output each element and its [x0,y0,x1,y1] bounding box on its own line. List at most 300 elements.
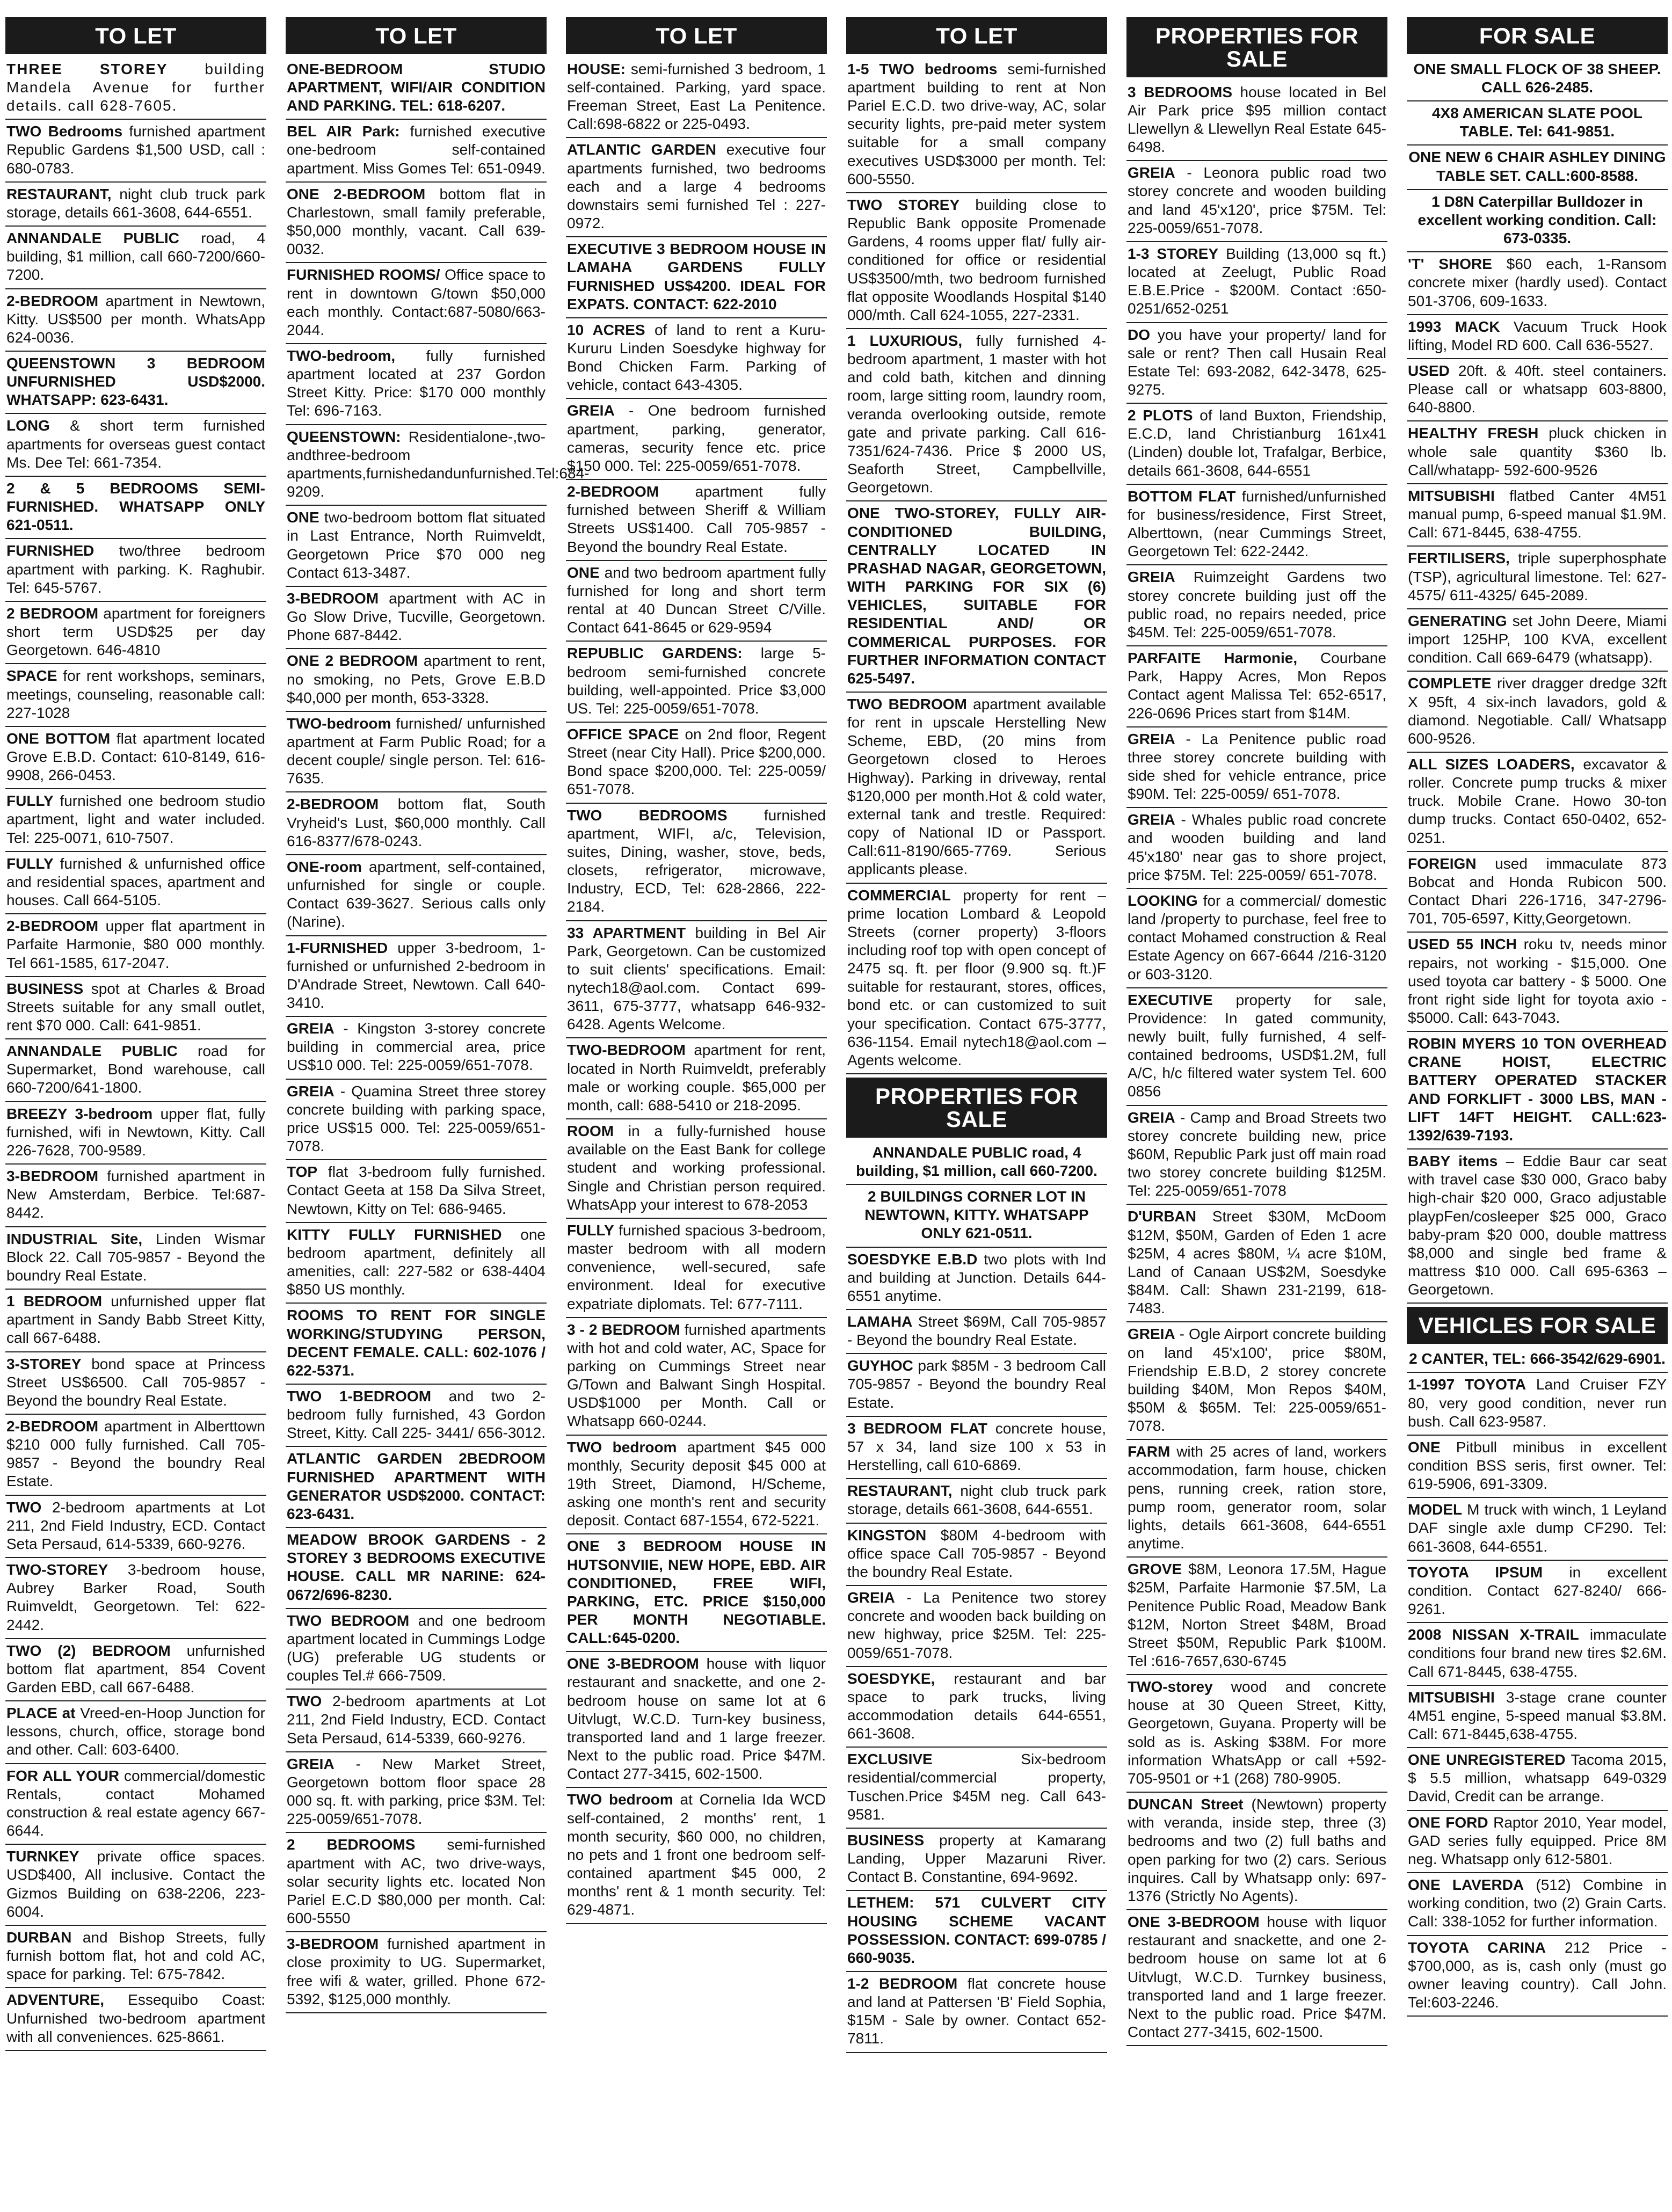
column-to-let-3 [566,17,827,2199]
classified-ad [5,1352,266,1415]
ad-body: property for sale, Providence: In gated community, newly built, fully furnished, 4 self-contained bedrooms, USD$1.2M, full A/C, h/c filtered water system Tel. 600 0856 [1128,991,1386,1100]
classified-ad [1407,1347,1668,1373]
ad-lead: GREIA [1128,569,1175,586]
ad-lead: ONE 2-BEDROOM [287,185,426,202]
ad-body: Street $30M, McDoom $12M, $50M, Garden of Eden 1 acre $25M, 4 acres $80M, ¼ acre $10M, Land of Canaan US$2M, Soesdyke $84M. Call: Shawn 231-2199, 618-7483. [1128,1208,1386,1317]
ad-body: immaculate conditions four brand new tires $2.6M. Call 671-8445, 638-4755. [1408,1626,1667,1680]
ad-body: large 5-bedroom semi-furnished concrete building, well-appointed. Price $3,000 US. Tel: 225-0059/651-7078. [567,645,826,717]
ad-body: - La Penitence public road three storey concrete building with side shed for vehicle entrance, price $90M. Tel: 225-0059/ 651-7078. [1128,730,1386,803]
classified-ad [5,852,266,914]
classified-ad [1407,852,1668,933]
ad-body: concrete house, 57 x 34, land size 100 x 53 in Herstelling, call 610-6869. [847,1420,1106,1474]
ad-lead: EXCLUSIVE [847,1751,933,1768]
classified-ad [1407,1373,1668,1435]
classified-ad [846,1891,1107,1972]
section-heading: TO LET [846,17,1107,54]
classified-ad [5,1639,266,1701]
ad-lead: 2 CANTER, TEL: 666-3542/629-6901. [1409,1350,1666,1367]
classified-ad [5,602,266,664]
classified-ad [1407,1436,1668,1498]
classified-ad [1407,1686,1668,1748]
ad-lead: 3 BEDROOM FLAT [847,1420,987,1437]
ad-lead: 1 LUXURIOUS, [847,332,963,350]
ad-body: house with liquor restaurant and snackette, and one 2-bedroom house on same lot at 6 Uitvlugt, W.C.D. Turnkey business, transported land and 1 large freezer. Next to the public road. Price $47M. Contact 277-3415, 602-1500. [1128,1913,1386,2040]
column-for-sale [1407,17,1668,2199]
ad-body: building Mandela Avenue for further details. call 628-7605. [6,60,265,114]
ad-lead: OFFICE SPACE [567,725,679,743]
ad-lead: FULLY [6,855,54,872]
ad-lead: TWO BEDROOM [287,1612,410,1629]
classified-ad [5,1926,266,1988]
ad-body: and one bedroom apartment located in Cummings Lodge (UG) preferable UG students or couples Tel.# 666-7509. [287,1612,546,1684]
ad-lead: INDUSTRIAL Site, [6,1230,143,1247]
ad-body: bottom flat in Charlestown, small family preferable, $50,000 monthly, vacant. Call 639-0032. [287,185,546,258]
classified-ad [1126,1910,1387,2046]
ad-body: Ruimzeight Gardens two storey concrete building just off the public road, no repairs needed, price $45M. Tel: 225-0059/651-7078. [1128,569,1386,641]
ad-lead: LAMAHA [847,1313,913,1330]
classified-ad [286,587,547,649]
ad-body: two plots with Ind and building at Junction. Details 644-6551 anytime. [847,1250,1106,1304]
column-to-let-4 [846,17,1107,2199]
classified-ad [1407,1873,1668,1936]
ad-body: upper 3-bedroom, 1-furnished or unfurnished 2-bedroom in D'Andrade Street, Newtown. Call 640-3410. [287,939,546,1012]
classified-ad [1407,359,1668,421]
classified-ad [5,57,266,120]
ad-lead: TWO-STOREY [6,1561,108,1578]
ad-body: for a commercial/ domestic land /property to purchase, feel free to contact Mohamed construction & Real Estate Agency on 667-6644 /216-3120 or 603-3120. [1128,892,1386,983]
ad-body: two-bedroom bottom flat situated in Last Entrance, North Ruimveldt, Georgetown Price $70 000 neg Contact 613-3487. [287,509,546,581]
classified-ad [846,501,1107,693]
ad-lead: TWO [6,1498,42,1516]
classified-ad [5,1165,266,1227]
ad-lead: ANNANDALE PUBLIC [6,1043,178,1060]
ad-lead: ONE TWO-STOREY, FULLY AIR-CONDITIONED BUILDING, CENTRALLY LOCATED IN PRASHAD NAGAR, GEORGETOWN, WITH PARKING FOR SIX (6) VEHICLES, SUITABLE FOR RESIDENTIAL AND/ OR COMMERICAL PURPOSES. FOR FURTHER INFORMATION CONTACT 625-5497. [847,505,1106,687]
classified-ad [5,289,266,352]
classified-ad [566,1534,827,1652]
ad-body: with 25 acres of land, workers accommodation, farm house, chicken pens, running creek, ration store, pump room, generator room, solar lights, details 661-3608, 644-6551 anytime. [1128,1443,1386,1552]
classified-ad [1126,565,1387,646]
ad-lead: 2 & 5 BEDROOMS SEMI-FURNISHED. WHATSAPP ONLY 621-0511. [6,479,265,534]
classified-ad [286,1080,547,1161]
ad-lead: 3-BEDROOM [287,590,379,607]
classified-ad [286,57,547,120]
ad-lead: D'URBAN [1128,1208,1196,1225]
classified-ad [1407,1561,1668,1623]
classified-ad [846,193,1107,329]
ad-body: roku tv, needs minor repairs, not working - $15,000. One used toyota car battery - $ 5000. One front right side light for toyota axio - $5000. Call: 643-7043. [1408,936,1667,1027]
classified-ad [1407,1811,1668,1873]
ad-lead: 2-BEDROOM [6,1417,99,1435]
section-heading: VEHICLES FOR SALE [1407,1307,1668,1344]
classified-ad [1126,242,1387,323]
ad-body: apartment for rent, located in North Ruimveldt, preferably male or working couple. $65,000 per month, call: 688-5410 or 218-2095. [567,1042,826,1114]
ad-lead: GENERATING [1408,612,1507,629]
ad-body: furnished apartment Republic Gardens $1,500 USD, call : 680-0783. [6,123,266,177]
ad-body: building in Bel Air Park, Georgetown. Can be customized to suit clients' specifications. Email: nytech18@aol.com. Contact 699-3611, 675-3777, whatsapp 646-932-6428. Agents Welcome. [567,924,826,1033]
ad-lead: 2-BEDROOM [6,918,99,935]
ad-body: apartment available for rent in upscale Herstelling New Scheme, EBD, (20 mins from Georgetown closed to Heroes Highway). Parking in driveway, rental $120,000 per month.Hot & cold water, external tank and trestle. Required: copy of National ID or Passport. Call:611-8190/665-7769. Serious applicants please. [847,695,1106,878]
ad-body: Street $69M, Call 705-9857 - Beyond the boundry Real Estate. [847,1313,1106,1349]
classified-ad [5,1988,266,2050]
classified-ad [566,1219,827,1318]
ad-body: semi-furnished apartment with AC, two drive-ways, solar security lights etc. located Non Pariel E.C.D $80,000 per month. Cal: 600-5550 [287,1836,546,1927]
ad-lead: 10 ACRES [567,321,645,338]
classified-ad [286,425,590,506]
ad-lead: 2 BEDROOM [6,605,99,622]
ad-lead: GREIA [287,1020,335,1037]
ad-body: of land Buxton, Friendship, E.C.D, land Christianburg 161x41 (Linden) double lot, Trafalgar, Berbice, details 661-3608, 644-6551 [1128,407,1386,479]
classified-ad [1126,988,1387,1106]
ad-body: apartment in Alberttown $210 000 fully furnished. Call 705-9857 - Beyond the boundry Real Estate. [6,1417,265,1490]
ad-lead: BREEZY 3-bedroom [6,1105,153,1122]
classified-ad [1407,1149,1668,1304]
classified-ad [1407,1032,1668,1149]
ad-lead: ROOM [567,1123,614,1140]
ad-body: park $85M - 3 bedroom Call 705-9857 - Beyond the boundry Real Estate. [847,1357,1106,1411]
ad-body: 3-bedroom house, Aubrey Barker Road, South Ruimveldt, Georgetown. Tel: 622-2442. [6,1561,265,1633]
classified-ad [566,480,827,561]
ad-lead: 3-BEDROOM [6,1168,99,1185]
ad-body: Tacoma 2015, $ 5.5 million, whatsapp 649-0329 David, Credit can be arrange. [1408,1751,1667,1805]
classified-ad [5,727,266,789]
ad-body: 20ft. & 40ft. steel containers. Please call or whatsapp 603-8800, 640-8800. [1408,362,1667,416]
classified-ad [5,789,266,852]
section-heading: PROPERTIES FOR SALE [846,1078,1107,1138]
ad-body: fully furnished 4-bedroom apartment, 1 master with hot and cold bath, kitchen and dinning room, large sitting room, laundry room, veranda overlooking outside, remote gate and private parking. Call 616-7351/624-7436. Price $ 2000 US, Seaforth Street, Campbellville, Georgetown. [847,332,1106,496]
ad-lead: TURNKEY [6,1848,79,1865]
ad-body: you have your property/ land for sale or rent? Then call Husain Real Estate Tel: 693-2082, 642-3478, 625-9275. [1128,326,1386,398]
ad-lead: 1-5 TWO bedrooms [847,60,998,77]
classified-ad [846,1748,1107,1829]
classified-ad [5,1227,266,1290]
ad-lead: 'T' SHORE [1408,256,1492,273]
classified-ad [286,936,547,1017]
ad-body: semi-furnished apartment building to rent at Non Pariel E.C.D. two drive-way, AC, solar security lights, pre-paid meter system suitable for a small company executives USD$3000 per month. Tel: 600-5550. [847,60,1106,187]
column-properties-for-sale [1126,17,1387,2199]
ad-body: at Cornelia Ida WCD self-contained, 2 months' rent, 1 month security, $60 000, no children, no pets and 1 front one bedroom self-contained apartment $45 000, 2 months' rent & 1 month security. Tel: 629-4871. [567,1791,826,1918]
ad-body: executive four apartments furnished, two bedrooms each and a large 4 bedrooms downstairs semi furnished Tel : 227-0972. [567,141,826,232]
ad-body: and two bedroom apartment fully furnished for long and short term rental at 40 Duncan Street C/Ville. Contact 641-8645 or 629-9594 [567,564,826,636]
ad-body: - Kingston 3-storey concrete building in commercial area, price US$10 000. Tel: 225-0059/651-7078. [287,1020,546,1074]
ad-body: furnished apartment in New Amsterdam, Berbice. Tel:687-8442. [6,1168,265,1221]
ad-body: & short term furnished apartments for overseas guest contact Ms. Dee Tel: 661-7354. [6,417,265,471]
ad-lead: GREIA [1128,1109,1175,1126]
ad-body: - Whales public road concrete and wooden building and land 45'x180' near gas to shore project, price $75M. Tel: 225-0059/ 651-7078. [1128,811,1386,883]
ad-lead: TOYOTA CARINA [1408,1939,1546,1956]
ad-lead: FOR ALL YOUR [6,1767,120,1784]
ad-lead: FURNISHED ROOMS/ [287,266,440,283]
ad-body: apartment in Newtown, Kitty. US$500 per month. WhatsApp 624-0036. [6,292,265,346]
ad-lead: 1-2 BEDROOM [847,1975,958,1992]
ad-body: unfurnished upper flat apartment in Sandy Babb Street Kitty, call 667-6488. [6,1293,265,1347]
section-heading: FOR SALE [1407,17,1668,54]
ad-lead: ONE UNREGISTERED [1408,1751,1566,1769]
ad-body: wood and concrete house at 30 Queen Street, Kitty, Georgetown, Guyana. Property will be sold as is. Asking $38M. For more information WhatsApp or call +592-705-9501 or +1 (268) 780-9905. [1128,1678,1386,1787]
ad-lead: ONE FORD [1408,1814,1488,1831]
ad-lead: GREIA [1128,164,1175,181]
classified-ad [286,263,547,344]
ad-body: - Camp and Broad Streets two storey concrete building new, price $60M, Republic Park just off main road two storey concrete building $125M. Tel: 225-0059/651-7078 [1128,1109,1386,1199]
ad-body: Raptor 2010, Year model, GAD series fully equipped. Price 8M neg. Whatsapp only 612-5801. [1408,1814,1667,1867]
ad-lead: GREIA [1128,730,1175,747]
ad-body: bottom flat, South Vryheid's Lust, $60,000 monthly. Call 616-8377/678-0243. [287,796,546,849]
ad-body: set John Deere, Miami import 125HP, 100 KVA, excellent condition. Call 669-6479 (whatsapp). [1408,612,1667,666]
ad-lead: RESTAURANT, [847,1482,953,1500]
ad-body: Residentialone-,two-andthree-bedroom apartments,furnishedandunfurnished.Tel:684-9209. [287,428,590,500]
classified-ad [286,1223,547,1304]
classified-ad [5,914,266,977]
ad-lead: ONE 2 BEDROOM [287,652,418,670]
ad-body: Vacuum Truck Hook lifting, Model RD 600. Call 636-5527. [1408,318,1667,353]
classified-ad [5,352,266,414]
ad-lead: ANNANDALE PUBLIC road, 4 building, $1 million, call 660-7200. [856,1144,1097,1179]
ad-lead: 4X8 AMERICAN SLATE POOL TABLE. Tel: 641-9851. [1431,105,1643,140]
ad-lead: ADVENTURE, [6,1991,105,2009]
ad-body: 3-stage crane counter 4M51 engine, 5-speed manual $3.8M. Call: 671-8445,638-4755. [1408,1689,1667,1742]
ad-lead: BUSINESS [6,980,84,997]
ad-lead: QUEENSTOWN 3 BEDROOM UNFURNISHED USD$2000. WHATSAPP: 623-6431. [6,355,265,409]
ad-body: commercial/domestic Rentals, contact Mohamed construction & real estate agency 667-6644. [6,1767,265,1839]
ad-lead: FURNISHED [6,542,94,559]
ad-lead: FOREIGN [1408,855,1477,872]
ad-lead: GREIA [287,1082,335,1100]
ad-lead: TWO BEDROOMS [567,806,728,824]
classified-ad [286,649,547,711]
classified-ad [566,1038,827,1119]
ad-body: furnished apartment, WIFI, a/c, Television, suites, Dining, washer, stove, beds, closets, refrigerator, microwave, Industry, ECD, Tel: 628-2866, 222-2184. [567,806,826,915]
classified-ad [1126,889,1387,988]
ad-body: furnished apartment in close proximity to UG. Supermarket, free wifi & water, grilled. Phone 672-5392, $125,000 monthly. [287,1936,546,2007]
classified-ad [5,1102,266,1165]
ad-lead: HEALTHY FRESH [1408,425,1539,442]
classified-ad [1407,315,1668,359]
ad-lead: ONE 3 BEDROOM HOUSE IN HUTSONVIIE, NEW HOPE, EBD. AIR CONDITIONED, FREE WIFI, PARKING, ETC. PRICE $150,000 PER MONTH NEGOTIABLE. CALL:645-0200. [567,1538,826,1647]
ad-body: apartment with AC in Go Slow Drive, Tucville, Georgetown. Phone 687-8442. [287,590,546,644]
classified-ad [846,693,1107,884]
classified-ad [566,561,827,642]
ad-lead: TWO BEDROOM [847,695,967,712]
ad-body: night club truck park storage, details 661-3608, 644-6551. [847,1482,1106,1518]
ad-body: fully furnished apartment located at 237 Gordon Street Kitty. Price: $170 000 monthly Tel: 696-7163. [287,347,546,419]
classified-ad [286,344,547,425]
classified-ad [5,977,266,1039]
classified-ad [846,1524,1107,1586]
ad-lead: BUSINESS [847,1831,925,1849]
ad-lead: 33 APARTMENT [567,924,686,941]
classified-ad [1126,1793,1387,1910]
ad-lead: TWO Bedrooms [6,123,123,140]
ad-lead: BEL AIR Park: [287,123,400,140]
ad-body: furnished/ unfurnished apartment at Farm Public Road; for a decent couple/ single person. Tel: 616-7635. [287,715,546,787]
ad-lead: EXECUTIVE 3 BEDROOM HOUSE IN LAMAHA GARDENS FULLY FURNISHED US$4200. IDEAL FOR EXPATS. CONTACT: 622-2010 [567,241,826,312]
ad-lead: GREIA [287,1755,335,1772]
ad-body: for rent workshops, seminars, meetings, counseling, reasonable call: 227-1028 [6,667,265,721]
ad-body: property at Kamarang Landing, Upper Mazaruni River. Contact B. Constantine, 694-9692. [847,1831,1106,1886]
ad-body: apartment, self-contained, unfurnished for single or couple. Contact 639-3627. Serious calls only (Narine). [287,858,546,930]
classified-ad [566,1788,827,1924]
ad-lead: SOESDYKE, [847,1670,935,1687]
ad-lead: ONE SMALL FLOCK OF 38 SHEEP. CALL 626-2485. [1413,60,1661,96]
ad-lead: DUNCAN Street [1128,1796,1244,1813]
ad-lead: TWO-bedroom, [287,347,396,365]
classified-ad [846,57,1107,193]
ad-lead: ONE LAVERDA [1408,1876,1524,1894]
classified-ad [286,1160,547,1223]
column-to-let-2 [286,17,590,2199]
classified-ad [1407,101,1668,145]
ad-lead: BOTTOM FLAT [1128,487,1236,505]
ad-lead: ONE [287,509,319,526]
classified-ad [1126,161,1387,242]
classified-ad [566,237,827,318]
ad-lead: TWO [287,1693,322,1710]
ad-lead: 2-BEDROOM [567,483,659,500]
ad-lead: PLACE at [6,1705,76,1722]
ad-body: Essequibo Coast: Unfurnished two-bedroom apartment with all conveniences. 625-8661. [6,1991,265,2045]
ad-body: M truck with winch, 1 Leyland DAF single axle dump CF290. Tel: 661-3608, 644-6551. [1408,1501,1667,1555]
classified-ad [846,1310,1107,1354]
classified-ad [1407,252,1668,315]
ad-lead: ONE-room [287,858,362,875]
ad-lead: 3 - 2 BEDROOM [567,1321,680,1338]
ad-lead: MITSUBISHI [1408,487,1495,504]
ad-body: two/three bedroom apartment with parking. K. Raghubir. Tel: 645-5767. [6,542,265,596]
section-heading: TO LET [5,17,266,54]
classified-ad [566,1652,827,1788]
ad-lead: TOYOTA IPSUM [1408,1563,1543,1581]
ad-body: river dragger dredge 32ft X 95ft, 4 six-inch lavadors, gold & diamond. Negotiable. Call/ Whatsapp 600-9526. [1408,675,1667,747]
classified-ad [846,1667,1107,1748]
classified-ad [1126,485,1387,566]
ad-body: flat apartment located Grove E.B.D. Contact: 610-8149, 616-9908, 266-0453. [6,730,265,784]
classified-ad [286,1304,547,1385]
ad-lead: TWO bedroom [567,1791,673,1808]
ad-lead: 1-FURNISHED [287,939,388,956]
ad-body: (512) Combine in working condition, two (2) Grain Carts. Call: 338-1052 for further information. [1408,1876,1667,1930]
classified-ad [5,1496,266,1558]
ad-lead: ONE 3-BEDROOM [567,1655,699,1672]
ad-lead: GREIA [1128,811,1175,828]
ad-body: on 2nd floor, Regent Street (near City Hall). Price $200,000. Bond space $200,000. Tel: 225-0059/ 651-7078. [567,725,826,798]
ad-body: - New Market Street, Georgetown bottom floor space 28 000 sq. ft. with parking, price $3M. Tel: 225-0059/651-7078. [287,1755,546,1828]
ad-body: 2-bedroom apartments at Lot 211, 2nd Field Industry, ECD. Contact Seta Persaud, 614-5339, 660-9276. [287,1693,546,1747]
ad-body: – Eddie Baur car seat with travel case $30 000, Graco baby high-chair $20 000, Graco adjustable playpFen/cosleeper $25 000, Graco baby-pram $20 000, double mattress $8,000 and single bed frame & mattress $10 000. Call 695-6363 – Georgetown. [1408,1153,1667,1298]
ad-lead: TWO 1-BEDROOM [287,1387,432,1405]
ad-body: flat 3-bedroom fully furnished. Contact Geeta at 158 Da Silva Street, Newtown, Kitty on Tel: 686-9465. [287,1163,546,1217]
classified-ad [1407,547,1668,609]
classified-ad [846,1417,1107,1479]
classified-ad [566,138,827,237]
ad-body: restaurant and bar space to park trucks, living accommodation details 644-6551, 661-3608. [847,1670,1106,1742]
ad-body: property for rent – prime location Lombard & Leopold Streets (corner property) 3-floors including roof top with open concept of 2475 sq. ft. per floor (9.900 sq. ft.)F suitable for restaurant, stores, offices, bond etc. or can customized to suit your specification. Contact 675-3777, 636-1154. Email nytech18@aol.com – Agents welcome. [847,886,1106,1068]
classified-ad [846,884,1107,1075]
ad-lead: FARM [1128,1443,1171,1460]
ad-lead: DURBAN [6,1929,72,1946]
ad-lead: 2008 NISSAN X-TRAIL [1408,1626,1579,1643]
ad-body: 2-bedroom apartments at Lot 211, 2nd Field Industry, ECD. Contact Seta Persaud, 614-5339, 660-9276. [6,1498,265,1552]
ad-lead: 2 PLOTS [1128,407,1193,424]
classified-ad [1126,404,1387,485]
ad-body: excavator & roller. Concrete pump trucks & mixer truck. Mobile Crane. Howo 30-ton dump trucks. Contact 650-0402, 652-0251. [1408,755,1667,846]
classified-ad [846,1354,1107,1416]
ad-body: flatbed Canter 4M51 manual pump, 6-speed manual $1.9M. Call: 671-8445, 638-4755. [1408,487,1667,541]
ad-lead: 2-BEDROOM [287,796,379,813]
classified-ad [1126,1205,1387,1322]
classified-ad [1407,933,1668,1032]
ad-body: apartment for foreigners short term USD$25 per day Georgetown. 646-4810 [6,605,265,659]
classified-ad [5,1764,266,1845]
ad-lead: LETHEM: 571 CULVERT CITY HOUSING SCHEME VACANT POSSESSION. CONTACT: 699-0785 / 660-9035. [847,1894,1106,1966]
ad-lead: ONE NEW 6 CHAIR ASHLEY DINING TABLE SET. CALL:600-8588. [1408,149,1666,184]
classified-ad [1407,145,1668,190]
ad-body: pluck chicken in whole sale quantity $360 lb. Call/whatapp- 592-600-9526 [1408,425,1667,478]
classified-ad [5,1701,266,1764]
ad-lead: TWO-BEDROOM [567,1042,686,1059]
ad-lead: THREE STOREY [6,60,168,77]
ad-lead: KITTY FULLY FURNISHED [287,1226,502,1243]
classified-ad [286,1609,547,1690]
ad-body: furnished apartments with hot and cold water, AC, Space for parking on Cummings Street near G/Town and Balwant Singh Hospital. USD$1000 per Month. Call or Whatsapp 660-0244. [567,1321,826,1430]
classified-ad [566,399,827,480]
ad-lead: 1-1997 TOYOTA [1408,1376,1526,1393]
ad-lead: ONE-BEDROOM STUDIO APARTMENT, WIFI/AIR CONDITION AND PARKING. TEL: 618-6207. [287,60,546,114]
ad-body: Office space to rent in downtown G/town $50,000 each monthly. Contact:687-5080/663-2044. [287,266,546,338]
classified-ad [5,477,266,539]
ad-body: house with liquor restaurant and snackette, and one 2-bedroom house on same lot at 6 Uitvlugt, W.C.D. Turn-key business, transported land and 1 large freezer. Next to the public road. Price $47M. Contact 277-3415, 602-1500. [567,1655,826,1782]
classified-ad [846,1972,1107,2053]
ad-lead: RESTAURANT, [6,185,112,202]
section-heading: TO LET [286,17,547,54]
classified-ad [566,723,827,804]
classified-ad [1126,1440,1387,1558]
ad-body: Building (13,000 sq ft.) located at Zeelugt, Public Road E.B.E.Price - $200M. Contact :650-0251/652-0251 [1128,245,1386,317]
classified-ad [1126,808,1387,889]
classified-ad [1407,672,1668,753]
ad-lead: TWO-storey [1128,1678,1213,1696]
ad-body: apartment to rent, no smoking, no Pets, Grove E.B.D $40,000 per month, 653-3328. [287,652,546,706]
ad-lead: MODEL [1408,1501,1463,1518]
ad-body: Linden Wismar Block 22. Call 705-9857 - Beyond the boundry Real Estate. [6,1230,266,1284]
classified-ad [1126,81,1387,162]
classified-ad [5,227,266,289]
classified-ad [286,1385,547,1447]
ad-lead: QUEENSTOWN: [287,428,401,445]
ad-body: of land to rent a Kuru-Kururu Linden Soesdyke highway for Bond Chicken Farm. Parking of vehicle, contact 643-4305. [567,321,826,394]
ad-body: building close to Republic Bank opposite Promenade Gardens, 4 rooms upper flat/ fully air-conditioned for office or residential US$3500/mth, two bedroom furnished flat opposite Woodlands Hospital $140 000/mth. Call 624-1055, 227-2331. [847,196,1106,323]
ad-lead: MEADOW BROOK GARDENS - 2 STOREY 3 BEDROOMS EXECUTIVE HOUSE. CALL MR NARINE: 624-0672/696-8230. [287,1531,546,1603]
ad-lead: TWO STOREY [847,196,960,213]
classified-ad [566,804,827,921]
classified-ad [566,1318,827,1436]
classified-ad [846,1586,1107,1667]
section-heading: TO LET [566,17,827,54]
classified-ad [1126,1106,1387,1205]
ad-body: and Bishop Streets, fully furnish bottom flat, hot and cold AC, space for parking. Tel: 675-7842. [6,1929,265,1983]
ad-body: furnished executive one-bedroom self-contained apartment. Miss Gomes Tel: 651-0949. [287,123,546,177]
ad-lead: ROBIN MYERS 10 TON OVERHEAD CRANE HOIST, ELECTRIC BATTERY OPERATED STACKER AND FORKLIFT - 3000 LBS, MAN -LIFT 14FT HEIGHT. CALL:623-1392/639-7193. [1408,1035,1667,1144]
ad-body: house located in Bel Air Park price $95 million contact Llewellyn & Llewellyn Real Estate 645-6498. [1128,83,1386,156]
ad-body: - One bedroom furnished apartment, parking, generator, cameras, security fence etc. price $150 000. Tel: 225-0059/651-7078. [567,402,826,474]
ad-body: used immaculate 873 Bobcat and Honda Rubicon 500. Contact Dhari 226-1716, 347-2796-701, 705-6597, Kitty,Georgetown. [1408,855,1667,927]
ad-lead: GREIA [847,1589,895,1606]
ad-lead: HOUSE: [567,60,626,77]
ad-lead: USED [1408,362,1450,380]
classified-ad [5,183,266,227]
ad-body: furnished one bedroom studio apartment, light and water included. Tel: 225-0071, 610-7507. [6,792,265,846]
ad-body: 212 Price - $700,000, as is, cash only (must go owner leaving country). Call John. Tel:603-2246. [1408,1939,1667,2011]
ad-lead: GROVE [1128,1561,1182,1578]
ad-body: unfurnished bottom flat apartment, 854 Covent Garden EBD, call 667-6488. [6,1642,266,1696]
